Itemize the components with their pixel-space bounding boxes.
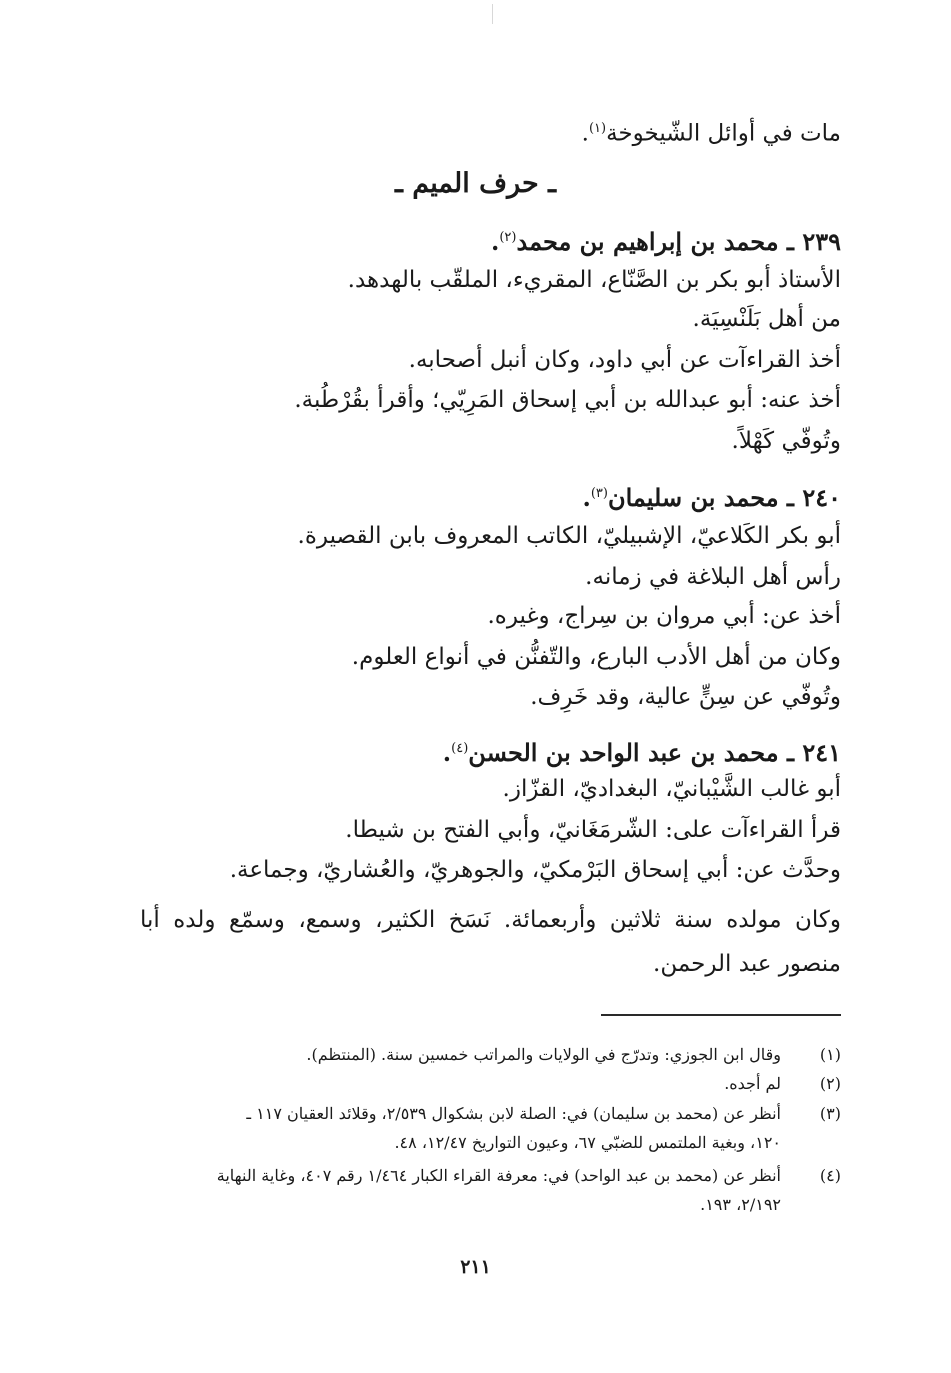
entry-line: قرأ القراءآت على: الشّرمَغَانيّ، وأبي الفتح بن شيطا. <box>345 817 841 843</box>
footnote-number: (٤) <box>819 1166 841 1185</box>
footnote-4 <box>140 1161 841 1190</box>
entry-paragraph: وكان مولده سنة ثلاثين وأربعمائة. نَسَخ الكثير، وسمع، وسمّع ولده أبا منصور عبد الرحمن. <box>140 907 841 977</box>
entry-heading-end: . <box>442 738 452 767</box>
footnote-ref-2: (٢) <box>499 230 517 245</box>
entry-heading-text: ٢٣٩ ـ محمد بن إبراهيم بن محمد <box>516 227 841 256</box>
section-title: ـ حرف الميم ـ <box>394 168 557 199</box>
entry-line: وتُوفّي كَهْلاً. <box>731 428 841 454</box>
footnote-text: وقال ابن الجوزي: وتدرّج في الولايات والمراتب خمسين سنة. (المنتظم). <box>306 1045 781 1064</box>
entry-heading-end: . <box>490 227 500 256</box>
entry-heading-text: ٢٤١ ـ محمد بن عبد الواحد بن الحسن <box>468 738 841 767</box>
footnote-text: لم أجده. <box>724 1074 781 1093</box>
footnote-number: (٢) <box>819 1074 841 1093</box>
footnote-number: (٣) <box>819 1104 841 1123</box>
entry-line: أخذ القراءآت عن أبي داود، وكان أنبل أصحابه. <box>408 347 841 373</box>
opening-line <box>582 113 841 150</box>
footnote-text: أنظر عن (محمد بن سليمان) في: الصلة لابن بشكوال ٢/٥٣٩، وقلائد العقيان ١١٧ ـ <box>246 1104 781 1123</box>
entry-heading-end: . <box>582 483 591 512</box>
footnote-separator <box>601 1014 841 1016</box>
page-number: ٢١١ <box>460 1256 491 1278</box>
footnote-3-continuation: ١٢٠، وبغية الملتمس للضبّي ٦٧، وعيون التواريخ ١٢/٤٧، ٤٨. <box>394 1133 781 1152</box>
footnote-3 <box>140 1099 841 1128</box>
footnote-text: أنظر عن (محمد بن عبد الواحد) في: معرفة القراء الكبار ١/٤٦٤ رقم ٤٠٧، وغاية النهاية <box>216 1166 781 1185</box>
opening-text: مات في أوائل الشّيخوخة <box>606 120 841 147</box>
entry-heading-text: ٢٤٠ ـ محمد بن سليمان <box>607 483 841 512</box>
entry-line: أبو غالب الشَّيْبانيّ، البغداديّ، القزّاز. <box>502 776 841 802</box>
entry-line: رأس أهل البلاغة في زمانه. <box>585 564 841 590</box>
footnote-ref-3: (٣) <box>590 486 608 501</box>
entry-line: الأستاذ أبو بكر بن الصَّنّاع، المقريء، الملقّب بالهدهد. <box>347 267 841 293</box>
entry-heading-241 <box>443 733 841 769</box>
entry-heading-240 <box>582 478 841 514</box>
entry-line: أبو بكر الكَلاعيّ، الإشبيليّ، الكاتب المعروف بابن القصيرة. <box>297 523 841 549</box>
footnote-2 <box>140 1069 841 1098</box>
footnote-4-continuation: ٢/١٩٢، ١٩٣. <box>700 1195 781 1214</box>
entry-line: من أهل بَلَنْسِيَة. <box>692 306 841 332</box>
footnote-number: (١) <box>819 1045 841 1064</box>
footnote-ref-4: (٤) <box>451 741 469 756</box>
entry-heading-239 <box>491 222 841 258</box>
entry-line: وكان من أهل الأدب البارع، والتّفنُّن في أنواع العلوم. <box>351 644 841 670</box>
entry-line: وتُوفّي عن سِنٍّ عالية، وقد خَرِف. <box>530 684 841 710</box>
entry-line: وحدَّث عن: أبي إسحاق البَرْمكيّ، والجوهريّ، والعُشاريّ، وجماعة. <box>229 857 841 883</box>
entry-line: أخذ عن: أبي مروان بن سِراج، وغيره. <box>487 603 841 629</box>
footnote-ref-1: (١) <box>588 121 607 136</box>
opening-end: . <box>581 120 589 147</box>
scan-mark <box>492 4 493 24</box>
footnote-1 <box>140 1040 841 1069</box>
entry-line: أخذ عنه: أبو عبدالله بن أبي إسحاق المَرِيّي؛ وأقرأ بقُرْطُبة. <box>294 387 841 413</box>
